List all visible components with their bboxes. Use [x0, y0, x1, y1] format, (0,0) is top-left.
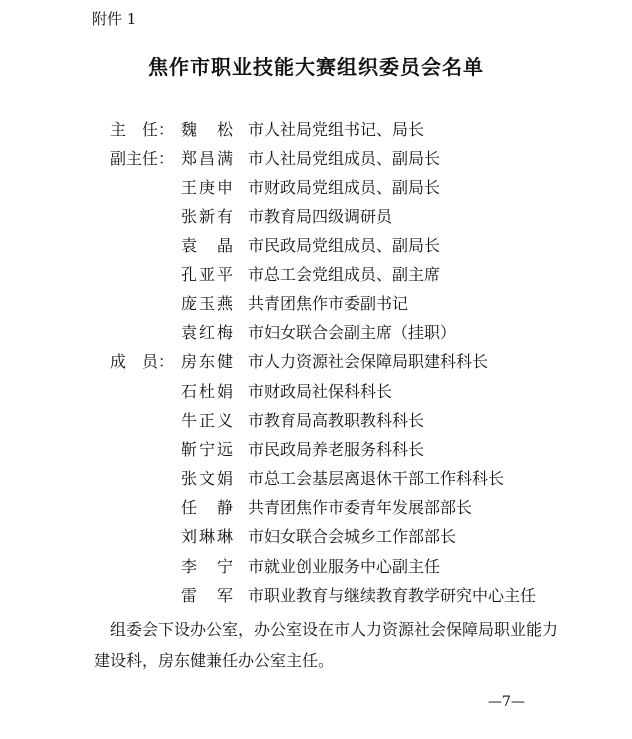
member-position: 市民政局养老服务科科长 — [248, 440, 425, 459]
member-position: 市人力资源社会保障局职建科科长 — [248, 352, 489, 371]
member-name: 任 静 — [181, 498, 233, 517]
member-name: 袁 晶 — [181, 236, 233, 255]
member-position: 市妇女联合会城乡工作部部长 — [248, 527, 457, 546]
member-role: 副主任： — [110, 149, 175, 168]
page-number: —7— — [488, 694, 525, 710]
member-name: 张文娟 — [181, 469, 233, 488]
member-name: 雷 军 — [181, 586, 233, 605]
member-role: 主 任： — [110, 120, 175, 139]
member-position: 市财政局党组成员、副局长 — [248, 178, 441, 197]
member-name: 牛正义 — [181, 411, 233, 430]
member-name: 郑昌满 — [181, 149, 233, 168]
attachment-label: 附件 1 — [92, 10, 137, 28]
member-name: 王庚申 — [181, 178, 233, 197]
member-position: 共青团焦作市委副书记 — [248, 294, 409, 313]
member-name: 房东健 — [181, 352, 233, 371]
member-position: 市人社局党组成员、副局长 — [248, 149, 441, 168]
member-name: 魏 松 — [181, 120, 233, 139]
member-position: 市教育局四级调研员 — [248, 207, 393, 226]
page-title: 焦作市职业技能大赛组织委员会名单 — [148, 55, 484, 79]
member-role: 成 员： — [110, 352, 175, 371]
member-name: 袁红梅 — [181, 323, 233, 342]
member-position: 市职业教育与继续教育教学研究中心主任 — [248, 586, 537, 605]
member-name: 石杜娟 — [181, 382, 233, 401]
office-note-text: 组委会下设办公室，办公室设在市人力资源社会保障局职业能力建设科，房东健兼任办公室主任。 — [94, 620, 559, 670]
member-name: 刘琳琳 — [181, 527, 233, 546]
member-position: 市总工会基层离退休干部工作科科长 — [248, 469, 505, 488]
member-position: 市妇女联合会副主席（挂职） — [248, 323, 457, 342]
member-position: 市教育局高教职教科科长 — [248, 411, 425, 430]
member-position: 市民政局党组成员、副局长 — [248, 236, 441, 255]
member-position: 市财政局社保科科长 — [248, 382, 393, 401]
member-name: 庞玉燕 — [181, 294, 233, 313]
member-name: 孔亚平 — [181, 265, 233, 284]
member-position: 市人社局党组书记、局长 — [248, 120, 425, 139]
member-position: 市就业创业服务中心副主任 — [248, 557, 441, 576]
office-note — [94, 614, 564, 676]
member-name: 张新有 — [181, 207, 233, 226]
member-position: 共青团焦作市委青年发展部部长 — [248, 498, 473, 517]
member-name: 靳宁远 — [181, 440, 233, 459]
member-position: 市总工会党组成员、副主席 — [248, 265, 441, 284]
member-name: 李 宁 — [181, 557, 233, 576]
